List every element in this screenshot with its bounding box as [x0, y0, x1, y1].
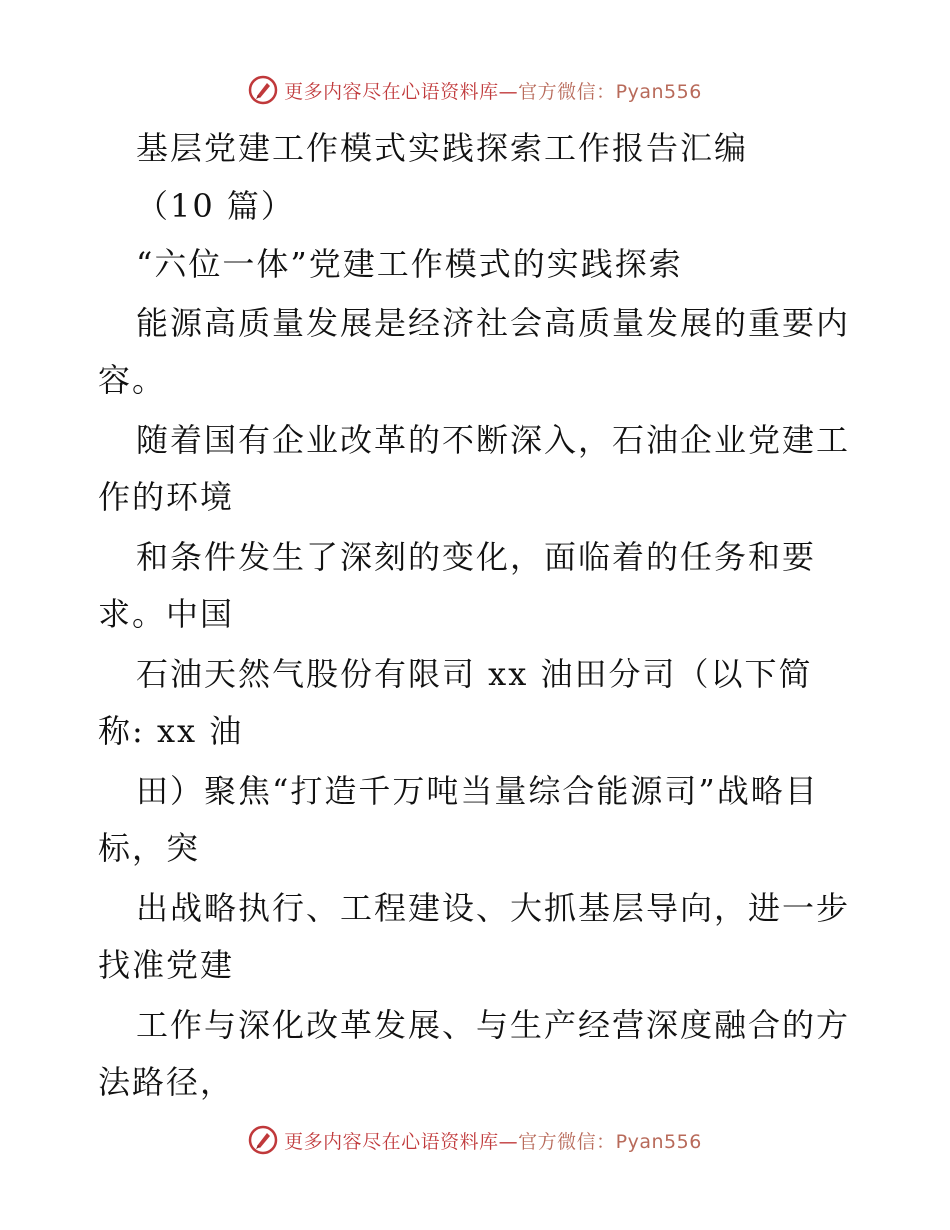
body-line: 随着国有企业改革的不断深入，石油企业党建工	[136, 421, 851, 459]
pen-logo-icon	[248, 1125, 278, 1155]
body-line: 标，突	[98, 829, 201, 867]
watermark-separator: —	[498, 80, 519, 103]
body-line: 石油天然气股份有限司 xx 油田分司（以下简	[136, 655, 813, 693]
watermark-wechat: 官方微信：Pyan556	[518, 1130, 702, 1153]
watermark-wechat: 官方微信：Pyan556	[518, 80, 702, 103]
doc-subtitle: （10 篇）	[136, 187, 295, 225]
body-line: 能源高质量发展是经济社会高质量发展的重要内	[136, 304, 851, 342]
body-line: 法路径，	[98, 1063, 235, 1101]
watermark-text: 更多内容尽在心语资料库	[284, 1130, 499, 1153]
body-line: 田）聚焦“打造千万吨当量综合能源司”战略目	[136, 772, 819, 810]
section-title: “六位一体”党建工作模式的实践探索	[136, 245, 683, 283]
watermark-text: 更多内容尽在心语资料库	[284, 80, 499, 103]
body-line: 求。中国	[98, 595, 235, 633]
watermark-separator: —	[498, 1130, 519, 1153]
doc-title: 基层党建工作模式实践探索工作报告汇编	[136, 129, 749, 167]
body-line: 作的环境	[98, 478, 235, 516]
pen-logo-icon	[248, 75, 278, 105]
body-line: 称: xx 油	[98, 712, 244, 750]
body-line: 和条件发生了深刻的变化，面临着的任务和要	[136, 538, 817, 576]
body-line: 找准党建	[98, 946, 235, 984]
body-line: 容。	[98, 361, 167, 399]
body-line: 工作与深化改革发展、与生产经营深度融合的方	[136, 1006, 851, 1044]
body-line: 出战略执行、工程建设、大抓基层导向，进一步	[136, 889, 851, 927]
header-watermark	[0, 70, 950, 110]
footer-watermark	[0, 1120, 950, 1160]
